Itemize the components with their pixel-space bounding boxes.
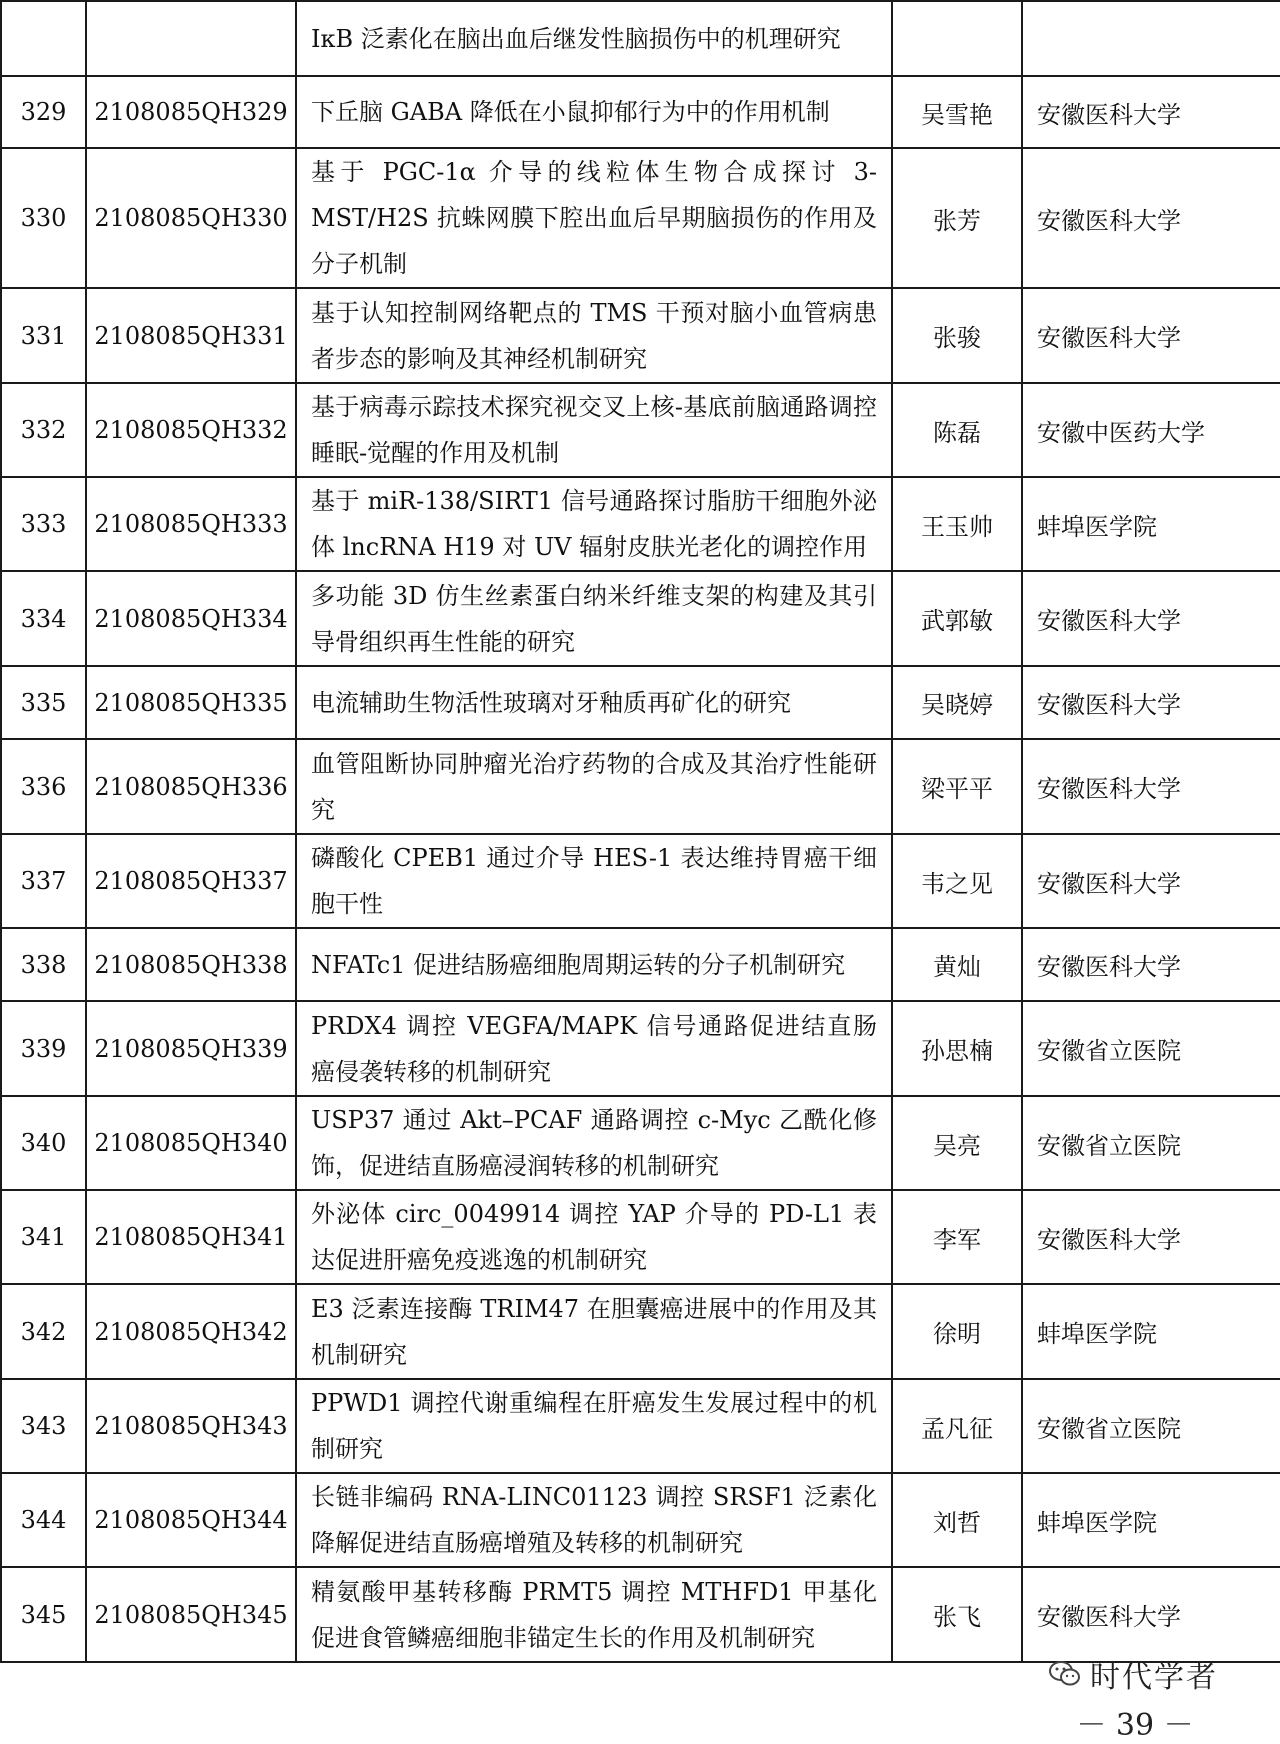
institution: 安徽省立医院 — [1022, 1096, 1280, 1190]
project-title: PPWD1 调控代谢重编程在肝癌发生发展过程中的机制研究 — [296, 1379, 892, 1473]
project-code: 2108085QH342 — [86, 1284, 296, 1379]
principal-investigator: 吴亮 — [892, 1096, 1022, 1190]
project-code: 2108085QH332 — [86, 383, 296, 477]
principal-investigator: 王玉帅 — [892, 477, 1022, 571]
table-row — [1, 477, 1280, 571]
project-title: 基于病毒示踪技术探究视交叉上核-基底前脑通路调控睡眠-觉醒的作用及机制 — [296, 383, 892, 477]
institution: 蚌埠医学院 — [1022, 477, 1280, 571]
wechat-icon — [1048, 1659, 1082, 1689]
row-number: 331 — [1, 288, 86, 383]
project-title: USP37 通过 Akt–PCAF 通路调控 c-Myc 乙酰化修饰，促进结直肠癌浸润转移的机制研究 — [296, 1096, 892, 1190]
institution: 安徽医科大学 — [1022, 739, 1280, 834]
table-row — [1, 928, 1280, 1001]
row-number: 345 — [1, 1567, 86, 1662]
principal-investigator: 刘哲 — [892, 1473, 1022, 1567]
project-code: 2108085QH335 — [86, 666, 296, 739]
institution: 安徽医科大学 — [1022, 834, 1280, 928]
row-number: 339 — [1, 1001, 86, 1096]
principal-investigator: 徐明 — [892, 1284, 1022, 1379]
table-row — [1, 1, 1280, 76]
institution — [1022, 1, 1280, 76]
row-number — [1, 1, 86, 76]
project-code: 2108085QH344 — [86, 1473, 296, 1567]
project-title: 血管阻断协同肿瘤光治疗药物的合成及其治疗性能研究 — [296, 739, 892, 834]
table-row — [1, 1284, 1280, 1379]
institution: 安徽医科大学 — [1022, 1567, 1280, 1662]
project-code: 2108085QH329 — [86, 76, 296, 148]
project-code: 2108085QH333 — [86, 477, 296, 571]
row-number: 342 — [1, 1284, 86, 1379]
project-title: 外泌体 circ_0049914 调控 YAP 介导的 PD-L1 表达促进肝癌免疫逃逸的机制研究 — [296, 1190, 892, 1284]
table-row — [1, 571, 1280, 666]
project-title: E3 泛素连接酶 TRIM47 在胆囊癌进展中的作用及其机制研究 — [296, 1284, 892, 1379]
principal-investigator: 李军 — [892, 1190, 1022, 1284]
project-title: 精氨酸甲基转移酶 PRMT5 调控 MTHFD1 甲基化促进食管鳞癌细胞非锚定生长的作用及机制研究 — [296, 1567, 892, 1662]
institution: 蚌埠医学院 — [1022, 1284, 1280, 1379]
project-code: 2108085QH337 — [86, 834, 296, 928]
table-row — [1, 666, 1280, 739]
row-number: 338 — [1, 928, 86, 1001]
project-title: 多功能 3D 仿生丝素蛋白纳米纤维支架的构建及其引导骨组织再生性能的研究 — [296, 571, 892, 666]
principal-investigator: 黄灿 — [892, 928, 1022, 1001]
table-row — [1, 1379, 1280, 1473]
project-title: 磷酸化 CPEB1 通过介导 HES-1 表达维持胃癌干细胞干性 — [296, 834, 892, 928]
project-code: 2108085QH340 — [86, 1096, 296, 1190]
row-number: 341 — [1, 1190, 86, 1284]
watermark — [1048, 1654, 1218, 1694]
row-number: 332 — [1, 383, 86, 477]
institution: 安徽省立医院 — [1022, 1001, 1280, 1096]
table-row — [1, 148, 1280, 288]
project-code: 2108085QH338 — [86, 928, 296, 1001]
institution: 安徽医科大学 — [1022, 288, 1280, 383]
project-code: 2108085QH330 — [86, 148, 296, 288]
project-code: 2108085QH341 — [86, 1190, 296, 1284]
row-number: 343 — [1, 1379, 86, 1473]
institution: 安徽省立医院 — [1022, 1379, 1280, 1473]
project-title: 基于 PGC-1α 介导的线粒体生物合成探讨 3-MST/H2S 抗蛛网膜下腔出血后早期脑损伤的作用及分子机制 — [296, 148, 892, 288]
institution: 安徽医科大学 — [1022, 76, 1280, 148]
institution: 安徽中医药大学 — [1022, 383, 1280, 477]
project-title: 长链非编码 RNA-LINC01123 调控 SRSF1 泛素化降解促进结直肠癌增殖及转移的机制研究 — [296, 1473, 892, 1567]
principal-investigator: 梁平平 — [892, 739, 1022, 834]
institution: 安徽医科大学 — [1022, 928, 1280, 1001]
row-number: 333 — [1, 477, 86, 571]
principal-investigator: 孙思楠 — [892, 1001, 1022, 1096]
project-code: 2108085QH343 — [86, 1379, 296, 1473]
project-title: 下丘脑 GABA 降低在小鼠抑郁行为中的作用机制 — [296, 76, 892, 148]
row-number: 334 — [1, 571, 86, 666]
principal-investigator: 陈磊 — [892, 383, 1022, 477]
institution: 安徽医科大学 — [1022, 571, 1280, 666]
project-code: 2108085QH345 — [86, 1567, 296, 1662]
project-code: 2108085QH339 — [86, 1001, 296, 1096]
row-number: 330 — [1, 148, 86, 288]
table-row — [1, 1190, 1280, 1284]
table-row — [1, 76, 1280, 148]
project-code: 2108085QH334 — [86, 571, 296, 666]
project-title: 基于认知控制网络靶点的 TMS 干预对脑小血管病患者步态的影响及其神经机制研究 — [296, 288, 892, 383]
project-title: 基于 miR-138/SIRT1 信号通路探讨脂肪干细胞外泌体 lncRNA H19 对 UV 辐射皮肤光老化的调控作用 — [296, 477, 892, 571]
project-title: NFATc1 促进结肠癌细胞周期运转的分子机制研究 — [296, 928, 892, 1001]
institution: 安徽医科大学 — [1022, 666, 1280, 739]
row-number: 340 — [1, 1096, 86, 1190]
table-row — [1, 1567, 1280, 1662]
table-row — [1, 834, 1280, 928]
institution: 安徽医科大学 — [1022, 148, 1280, 288]
table-row — [1, 1096, 1280, 1190]
principal-investigator: 吴晓婷 — [892, 666, 1022, 739]
row-number: 344 — [1, 1473, 86, 1567]
principal-investigator: 韦之见 — [892, 834, 1022, 928]
row-number: 336 — [1, 739, 86, 834]
principal-investigator: 孟凡征 — [892, 1379, 1022, 1473]
watermark-text: 时代学者 — [1090, 1660, 1218, 1695]
project-code — [86, 1, 296, 76]
row-number: 335 — [1, 666, 86, 739]
row-number: 329 — [1, 76, 86, 148]
institution: 安徽医科大学 — [1022, 1190, 1280, 1284]
project-code: 2108085QH331 — [86, 288, 296, 383]
principal-investigator: 武郭敏 — [892, 571, 1022, 666]
institution: 蚌埠医学院 — [1022, 1473, 1280, 1567]
principal-investigator: 张芳 — [892, 148, 1022, 288]
principal-investigator: 吴雪艳 — [892, 76, 1022, 148]
table-row — [1, 1473, 1280, 1567]
principal-investigator: 张骏 — [892, 288, 1022, 383]
principal-investigator: 张飞 — [892, 1567, 1022, 1662]
row-number: 337 — [1, 834, 86, 928]
project-code: 2108085QH336 — [86, 739, 296, 834]
table-row — [1, 288, 1280, 383]
table-row — [1, 383, 1280, 477]
table-row — [1, 1001, 1280, 1096]
project-title: PRDX4 调控 VEGFA/MAPK 信号通路促进结直肠癌侵袭转移的机制研究 — [296, 1001, 892, 1096]
page-number: － 39 － — [1076, 1708, 1194, 1743]
principal-investigator — [892, 1, 1022, 76]
table-row — [1, 739, 1280, 834]
project-title: 电流辅助生物活性玻璃对牙釉质再矿化的研究 — [296, 666, 892, 739]
project-title: IκB 泛素化在脑出血后继发性脑损伤中的机理研究 — [296, 1, 892, 76]
